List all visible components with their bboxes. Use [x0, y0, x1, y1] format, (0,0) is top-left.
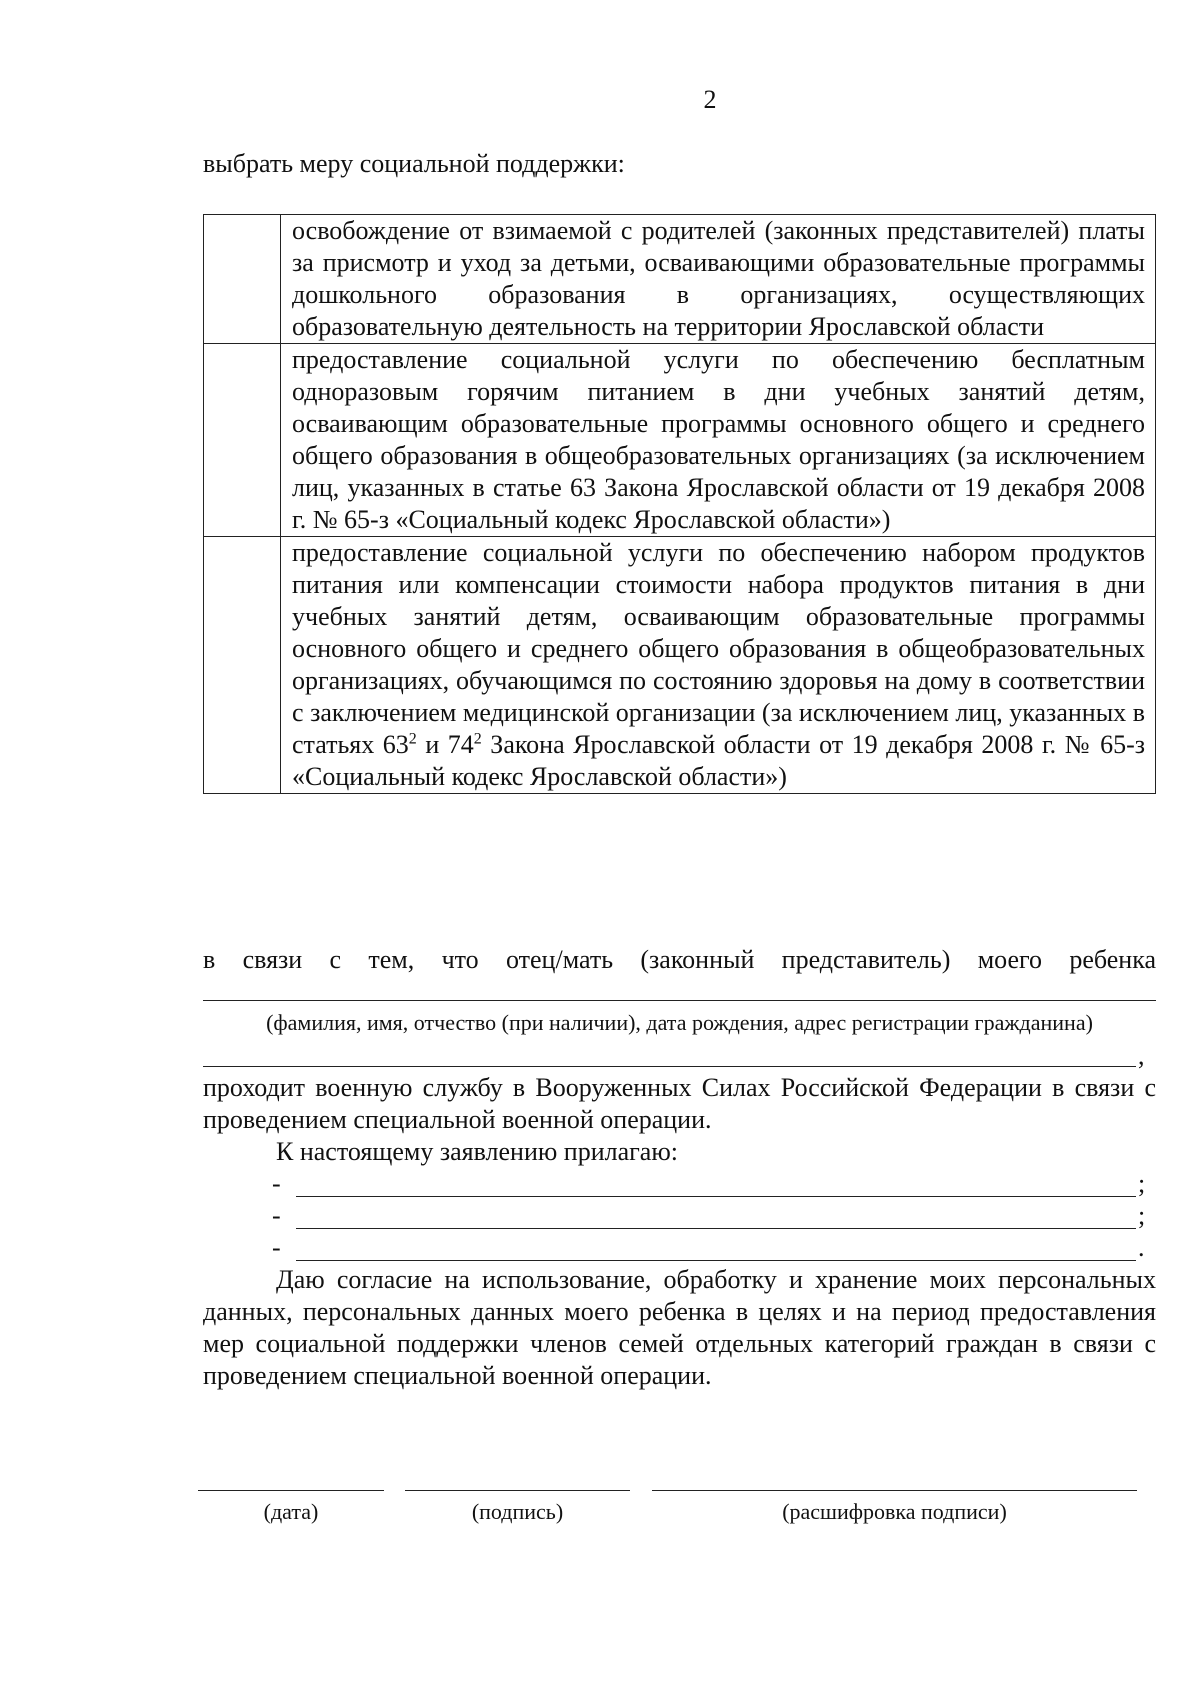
option-checkbox-cell[interactable]	[204, 537, 281, 794]
options-table	[203, 214, 1156, 794]
comma: ,	[1138, 1041, 1145, 1070]
attachment-field-1[interactable]	[296, 1196, 1136, 1197]
option-row	[204, 215, 1156, 344]
option-text: освобождение от взимаемой с родителей (законных представителей) платы за присмотр и уход за детьми, осваивающими образовательные программы дошкольного образования в организациях, осуществляющих образовательную деятельность на территории Ярославской области	[281, 215, 1156, 344]
service-text: проходит военную службу в Вооруженных Силах Российской Федерации в связи с проведением специальной военной операции.	[203, 1073, 1156, 1134]
consent-text: Даю согласие на использование, обработку и хранение моих персональных данных, персональных данных моего ребенка в целях и на период предоставления мер социальной поддержки членов семей отдельных категорий граждан в связи с проведением специальной военной операции.	[203, 1265, 1156, 1390]
option-checkbox-cell[interactable]	[204, 215, 281, 344]
date-field[interactable]	[198, 1490, 384, 1491]
signature-field[interactable]	[405, 1490, 630, 1491]
signature-decode-field[interactable]	[652, 1490, 1137, 1491]
option-text: предоставление социальной услуги по обеспечению бесплатным одноразовым горячим питанием в дни учебных занятий детям, осваивающим образовательные программы основного общего и среднего общего образования в общеобразовательных организациях (за исключением лиц, указанных в статье 63 Закона Ярославской области от 19 декабря 2008 г. № 65-з «Социальный кодекс Ярославской области»)	[281, 344, 1156, 537]
signature-caption: (подпись)	[471, 1499, 564, 1524]
attachment-end: ;	[1138, 1169, 1146, 1198]
intro-text: выбрать меру социальной поддержки:	[203, 149, 625, 178]
date-caption: (дата)	[263, 1499, 319, 1524]
signature-decode-caption: (расшифровка подписи)	[782, 1499, 1007, 1524]
attachment-dash: -	[272, 1201, 281, 1230]
parent-info-field-2[interactable]	[203, 1066, 1136, 1067]
attachment-end: .	[1138, 1233, 1145, 1262]
attachment-field-3[interactable]	[296, 1260, 1136, 1261]
attachment-dash: -	[272, 1233, 281, 1262]
superscript: 2	[473, 730, 482, 748]
option-text: предоставление социальной услуги по обеспечению набором продуктов питания или компенсации стоимости набора продуктов питания в дни учебных занятий детям, осваивающим образовательные программы основного общего и среднего общего образования в общеобразовательных организациях, обучающимся по состоянию здоровья на дому в соответствии с заключением медицинской организации (за исключением лиц, указанных в статьях $63^2$ и $74^2$ Закона Ярославской области от 19 декабря 2008 г. № 65-з «Социальный кодекс Ярославской области»)	[281, 537, 1156, 794]
parent-info-caption: (фамилия, имя, отчество (при наличии), дата рождения, адрес регистрации гражданина)	[266, 1010, 1093, 1035]
option-checkbox-cell[interactable]	[204, 344, 281, 537]
page-number: 2	[703, 85, 717, 114]
attachments-intro: К настоящему заявлению прилагаю:	[276, 1137, 678, 1166]
attachment-end: ;	[1138, 1201, 1146, 1230]
parent-info-field[interactable]	[203, 1000, 1156, 1001]
superscript: 2	[408, 730, 417, 748]
attachment-dash: -	[272, 1169, 281, 1198]
option-row	[204, 344, 1156, 537]
attachment-field-2[interactable]	[296, 1228, 1136, 1229]
option-row	[204, 537, 1156, 794]
reason-line: в связи с тем, что отец/мать (законный представитель) моего ребенка	[203, 945, 1156, 974]
